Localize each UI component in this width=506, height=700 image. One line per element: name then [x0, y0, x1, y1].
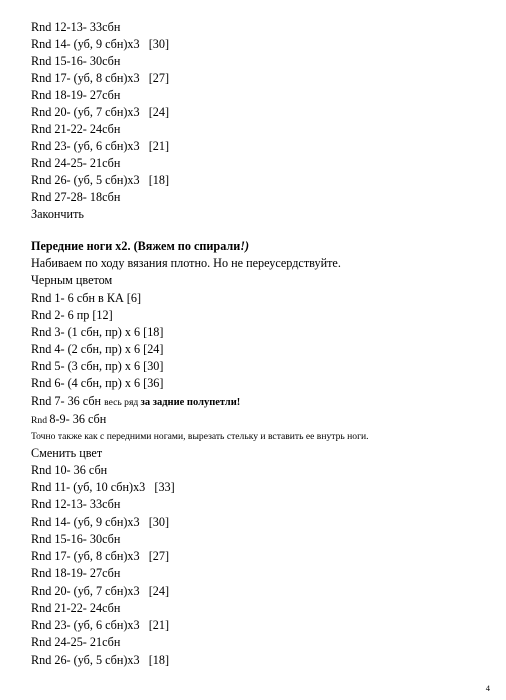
pattern-line: Rnd 3- (1 сбн, пр) х 6 [18] — [31, 325, 164, 339]
pattern-line: Rnd 14- (уб, 9 сбн)х3 [30] — [31, 515, 170, 529]
rnd89-text: 8-9- 36 сбн — [49, 412, 107, 426]
pattern-line: Rnd 5- (3 сбн, пр) х 6 [30] — [31, 359, 164, 373]
pattern-line: Rnd 18-19- 27сбн — [31, 88, 121, 102]
pattern-line: Rnd 20- (уб, 7 сбн)х3 [24] — [31, 584, 170, 598]
pattern-line: Rnd 26- (уб, 5 сбн)х3 [18] — [31, 653, 170, 667]
pattern-line: Rnd 15-16- 30сбн — [31, 54, 121, 68]
pattern-line: Rnd 17- (уб, 8 сбн)х3 [27] — [31, 549, 170, 563]
rnd7-bold: за задние полупетли! — [140, 397, 241, 408]
pattern-line: Rnd 24-25- 21сбн — [31, 156, 121, 170]
pattern-line: Rnd 26- (уб, 5 сбн)х3 [18] — [31, 173, 170, 187]
pattern-line: Rnd 15-16- 30сбн — [31, 532, 121, 546]
pattern-line: Rnd 11- (уб, 10 сбн)х3 [33] — [31, 480, 175, 494]
pattern-line: Rnd 14- (уб, 9 сбн)х3 [30] — [31, 37, 170, 51]
instruction-line: Черным цветом — [31, 273, 113, 287]
pattern-line: Rnd 18-19- 27сбн — [31, 566, 121, 580]
pattern-line: Rnd 23- (уб, 6 сбн)х3 [21] — [31, 618, 170, 632]
pattern-line: Rnd 21-22- 24сбн — [31, 601, 121, 615]
section-heading — [31, 239, 249, 253]
rnd7-prefix: Rnd 7- 36 сбн — [31, 394, 105, 408]
rnd7-small: весь ряд — [104, 397, 141, 408]
rnd89-prefix: Rnd — [31, 415, 50, 426]
pattern-line: Rnd 20- (уб, 7 сбн)х3 [24] — [31, 105, 170, 119]
pattern-line: Rnd 21-22- 24сбн — [31, 122, 121, 136]
pattern-line-rnd7 — [31, 394, 240, 410]
note-line: Точно также как с передними ногами, вырезать стельку и вставить ее внутрь ноги. — [31, 431, 369, 442]
pattern-line: Rnd 27-28- 18сбн — [31, 190, 121, 204]
pattern-line: Rnd 24-25- 21сбн — [31, 635, 121, 649]
pattern-line: Rnd 1- 6 сбн в КА [6] — [31, 291, 142, 305]
heading-italic: !) — [240, 239, 250, 253]
instruction-line: Сменить цвет — [31, 446, 103, 460]
pattern-line: Rnd 12-13- 33сбн — [31, 20, 121, 34]
pattern-line: Rnd 23- (уб, 6 сбн)х3 [21] — [31, 139, 170, 153]
pattern-line: Rnd 10- 36 сбн — [31, 463, 108, 477]
pattern-line: Rnd 17- (уб, 8 сбн)х3 [27] — [31, 71, 170, 85]
heading-main: Передние ноги х2. (Вяжем по спирали — [31, 239, 241, 253]
pattern-line-rnd89 — [31, 412, 106, 428]
pattern-line: Rnd 12-13- 33сбн — [31, 497, 121, 511]
pattern-line: Rnd 2- 6 пр [12] — [31, 308, 113, 322]
instruction-line: Набиваем по ходу вязания плотно. Но не переусердствуйте. — [31, 256, 341, 270]
pattern-line: Rnd 6- (4 сбн, пр) х 6 [36] — [31, 376, 164, 390]
page-number: 4 — [485, 683, 490, 693]
pattern-line: Rnd 4- (2 сбн, пр) х 6 [24] — [31, 342, 164, 356]
finish-line: Закончить — [31, 207, 84, 221]
